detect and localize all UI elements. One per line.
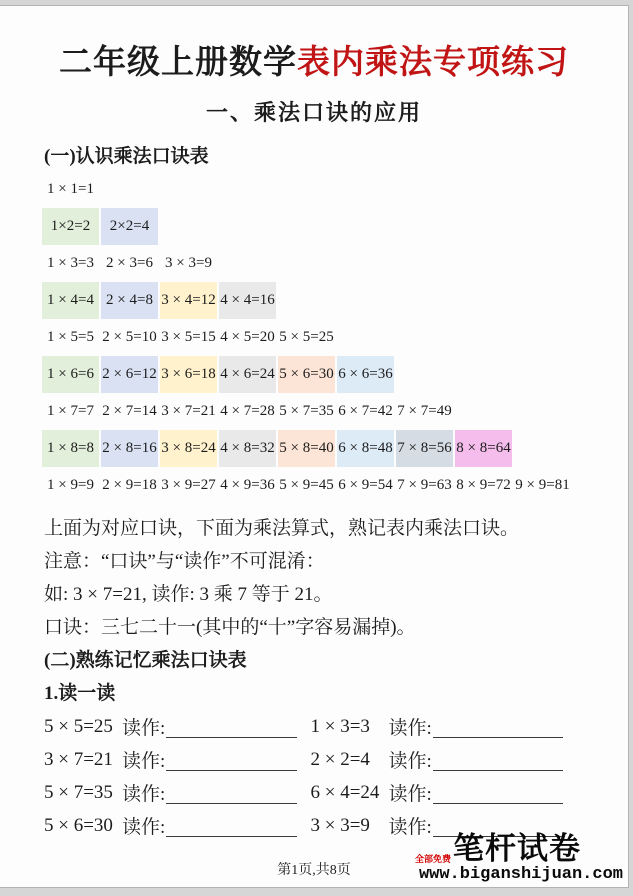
table-row bbox=[42, 208, 628, 245]
equation: 1 × 3=3 bbox=[310, 715, 370, 737]
equation: 2 × 2=4 bbox=[310, 748, 370, 770]
table-cell: 1 × 1=1 bbox=[47, 181, 94, 197]
table-row bbox=[42, 467, 628, 504]
table-cell: 3 × 8=24 bbox=[160, 430, 217, 467]
table-cell: 3 × 6=18 bbox=[160, 356, 217, 393]
table-cell: 8 × 8=64 bbox=[455, 430, 512, 467]
table-cell: 7 × 7=49 bbox=[397, 403, 452, 419]
answer-blank bbox=[166, 836, 296, 837]
table-cell: 2×2=4 bbox=[101, 208, 158, 245]
multiplication-table bbox=[42, 171, 628, 504]
practice-item bbox=[311, 743, 564, 776]
table-cell: 1 × 9=9 bbox=[47, 477, 94, 493]
table-cell: 6 × 9=54 bbox=[338, 477, 393, 493]
website-row bbox=[409, 855, 625, 884]
page-title bbox=[0, 36, 628, 83]
table-row bbox=[42, 171, 628, 208]
table-row bbox=[42, 245, 628, 282]
equation: 3 × 3=9 bbox=[310, 814, 370, 836]
table-cell: 1 × 4=4 bbox=[42, 282, 99, 319]
table-cell: 6 × 8=48 bbox=[337, 430, 394, 467]
read-label: 读作: bbox=[122, 751, 166, 772]
table-cell: 5 × 8=40 bbox=[278, 430, 335, 467]
page-title-red: 表内乘法专项练习 bbox=[297, 45, 569, 81]
website-url: www.biganshijuan.com bbox=[418, 865, 623, 884]
equation: 5 × 6=30 bbox=[44, 814, 113, 836]
practice-item bbox=[44, 743, 297, 776]
table-cell: 4 × 6=24 bbox=[219, 356, 276, 393]
equation: 5 × 7=35 bbox=[44, 781, 113, 803]
table-cell: 2 × 7=14 bbox=[102, 403, 157, 419]
page-number: 第1页,共8页 bbox=[277, 863, 351, 878]
practice-item bbox=[311, 710, 564, 743]
table-cell: 8 × 9=72 bbox=[456, 477, 511, 493]
practice-list bbox=[44, 710, 563, 842]
table-cell: 3 × 4=12 bbox=[160, 282, 217, 319]
note-line: 如: 3 × 7=21, 读作: 3 乘 7 等于 21。 bbox=[44, 584, 333, 605]
table-cell: 2 × 4=8 bbox=[101, 282, 158, 319]
table-cell: 1 × 7=7 bbox=[47, 403, 94, 419]
table-cell: 5 × 6=30 bbox=[278, 356, 335, 393]
equation: 3 × 7=21 bbox=[44, 748, 113, 770]
table-cell: 3 × 7=21 bbox=[161, 403, 216, 419]
table-cell: 2 × 8=16 bbox=[101, 430, 158, 467]
table-cell: 3 × 3=9 bbox=[165, 255, 212, 271]
table-cell: 2 × 6=12 bbox=[101, 356, 158, 393]
table-cell: 1×2=2 bbox=[42, 208, 99, 245]
table-row bbox=[42, 430, 628, 467]
table-cell: 4 × 5=20 bbox=[220, 329, 275, 345]
practice-item bbox=[44, 776, 297, 809]
read-label: 读作: bbox=[388, 718, 432, 739]
table-cell: 5 × 5=25 bbox=[279, 329, 334, 345]
notes-block bbox=[0, 512, 628, 644]
table-cell: 2 × 5=10 bbox=[102, 329, 157, 345]
subsection-one-heading: (一)认识乘法口诀表 bbox=[44, 146, 209, 167]
practice-item bbox=[44, 809, 297, 842]
table-cell: 6 × 7=42 bbox=[338, 403, 393, 419]
table-cell: 4 × 8=32 bbox=[219, 430, 276, 467]
table-row bbox=[42, 393, 628, 430]
table-cell: 5 × 9=45 bbox=[279, 477, 334, 493]
practice-item bbox=[311, 776, 564, 809]
table-row bbox=[42, 356, 628, 393]
answer-blank bbox=[166, 770, 296, 771]
brand-logo bbox=[409, 833, 625, 884]
table-row bbox=[42, 319, 628, 356]
table-cell: 7 × 9=63 bbox=[397, 477, 452, 493]
table-cell: 4 × 9=36 bbox=[220, 477, 275, 493]
table-cell: 9 × 9=81 bbox=[515, 477, 570, 493]
table-cell: 3 × 9=27 bbox=[161, 477, 216, 493]
read-label: 读作: bbox=[388, 751, 432, 772]
answer-blank bbox=[433, 770, 563, 771]
table-cell: 1 × 3=3 bbox=[47, 255, 94, 271]
table-cell: 6 × 6=36 bbox=[337, 356, 394, 393]
answer-blank bbox=[166, 803, 296, 804]
brand-name: 笔杆试卷 bbox=[453, 831, 581, 866]
exercise-title: 1.读一读 bbox=[44, 683, 116, 704]
equation: 6 × 4=24 bbox=[310, 781, 380, 803]
answer-blank bbox=[433, 737, 563, 738]
read-label: 读作: bbox=[122, 817, 166, 838]
table-cell: 7 × 8=56 bbox=[396, 430, 453, 467]
equation: 5 × 5=25 bbox=[44, 715, 113, 737]
note-line: 口诀：三七二十一(其中的“十”字容易漏掉)。 bbox=[44, 617, 416, 638]
table-cell: 4 × 4=16 bbox=[219, 282, 276, 319]
read-label: 读作: bbox=[388, 784, 432, 805]
worksheet-page bbox=[0, 5, 629, 888]
section-subtitle: 一、乘法口诀的应用 bbox=[205, 100, 422, 125]
table-row bbox=[42, 282, 628, 319]
read-label: 读作: bbox=[122, 784, 166, 805]
table-cell: 5 × 7=35 bbox=[279, 403, 334, 419]
table-cell: 2 × 3=6 bbox=[106, 255, 153, 271]
table-cell: 4 × 7=28 bbox=[220, 403, 275, 419]
page-title-black: 二年级上册数学 bbox=[59, 45, 297, 81]
read-label: 读作: bbox=[122, 718, 166, 739]
answer-blank bbox=[166, 737, 296, 738]
free-badge: 全部免费 bbox=[415, 855, 452, 865]
practice-item bbox=[44, 710, 297, 743]
table-cell: 2 × 9=18 bbox=[102, 477, 157, 493]
note-line: 注意：“口诀”与“读作”不可混淆： bbox=[44, 551, 325, 572]
table-cell: 1 × 6=6 bbox=[42, 356, 99, 393]
subsection-two-heading: (二)熟练记忆乘法口诀表 bbox=[44, 650, 247, 671]
table-cell: 1 × 5=5 bbox=[47, 329, 94, 345]
table-cell: 3 × 5=15 bbox=[161, 329, 216, 345]
answer-blank bbox=[433, 803, 563, 804]
read-label: 读作: bbox=[388, 817, 432, 838]
note-line: 上面为对应口诀，下面为乘法算式，熟记表内乘法口诀。 bbox=[44, 518, 520, 539]
table-cell: 1 × 8=8 bbox=[42, 430, 99, 467]
